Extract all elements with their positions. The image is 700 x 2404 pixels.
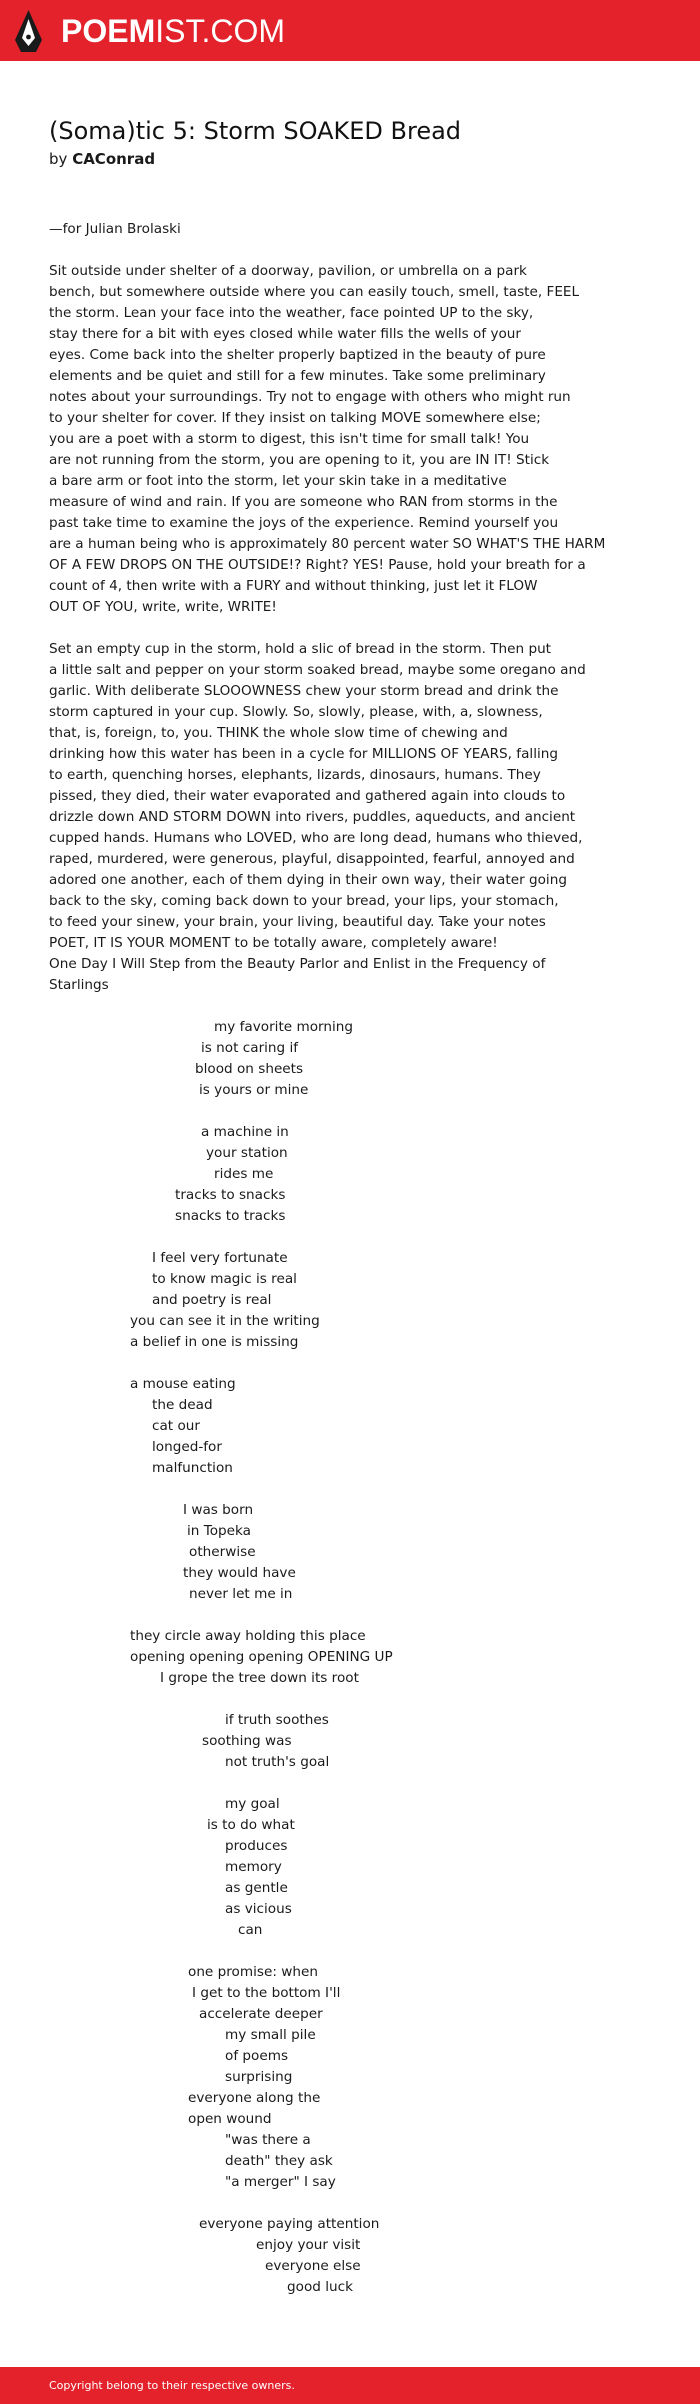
- poem-line: Set an empty cup in the storm, hold a slic of bread in the storm. Then put: [49, 641, 552, 657]
- poem-line: surprising: [225, 2069, 293, 2085]
- poem-line: is not caring if: [201, 1040, 299, 1056]
- poem-line: OF A FEW DROPS ON THE OUTSIDE!? Right? YES! Pause, hold your breath for a: [49, 557, 586, 573]
- stanza-break: [49, 240, 669, 261]
- poem-line: I get to the bottom I'll: [192, 1985, 341, 2001]
- poem-line: is to do what: [207, 1817, 295, 1833]
- poem-line: if truth soothes: [225, 1712, 329, 1728]
- stanza-break: [49, 1227, 669, 1248]
- poem-line: adored one another, each of them dying in their own way, their water going: [49, 872, 567, 888]
- poem-line: raped, murdered, were generous, playful, disappointed, fearful, annoyed and: [49, 851, 575, 867]
- poem-line: that, is, foreign, to, you. THINK the whole slow time of chewing and: [49, 725, 508, 741]
- poem-line: OUT OF YOU, write, write, WRITE!: [49, 599, 277, 615]
- poem-line: otherwise: [189, 1544, 256, 1560]
- poem-line: my small pile: [225, 2027, 316, 2043]
- stanza-break: [49, 1605, 669, 1626]
- poem-line: is yours or mine: [199, 1082, 309, 1098]
- poem-line: a belief in one is missing: [130, 1334, 299, 1350]
- poem-line: stay there for a bit with eyes closed while water fills the wells of your: [49, 326, 522, 342]
- poem-line: enjoy your visit: [256, 2237, 361, 2253]
- poem-line: everyone paying attention: [199, 2216, 380, 2232]
- stanza-break: [49, 996, 669, 1017]
- poem-line: not truth's goal: [225, 1754, 330, 1770]
- poem-line: One Day I Will Step from the Beauty Parlor and Enlist in the Frequency of: [49, 956, 546, 972]
- poem-line: past take time to examine the joys of the experience. Remind yourself you: [49, 515, 559, 531]
- poem-line: everyone along the: [188, 2090, 321, 2106]
- logo-bold: POEM: [61, 13, 156, 49]
- poem-line: you are a poet with a storm to digest, this isn't time for small talk! You: [49, 431, 530, 447]
- poem-line: I grope the tree down its root: [160, 1670, 359, 1686]
- poem-line: in Topeka: [187, 1523, 251, 1539]
- poem-title: (Soma)tic 5: Storm SOAKED Bread: [49, 117, 462, 145]
- poem-line: accelerate deeper: [199, 2006, 323, 2022]
- poem-line: a bare arm or foot into the storm, let your skin take in a meditative: [49, 473, 507, 489]
- byline: [49, 149, 155, 169]
- poem-line: they would have: [183, 1565, 296, 1581]
- site-logo[interactable]: [61, 13, 285, 49]
- stanza-break: [49, 1479, 669, 1500]
- poem-line: blood on sheets: [195, 1061, 304, 1077]
- copyright-notice: Copyright belong to their respective owners.: [49, 2379, 295, 2392]
- poem-line: one promise: when: [188, 1964, 318, 1980]
- poem-line: Starlings: [49, 977, 109, 993]
- poem-line: as vicious: [225, 1901, 292, 1917]
- poem-line: POET, IT IS YOUR MOMENT to be totally aware, completely aware!: [49, 935, 498, 951]
- poem-line: open wound: [188, 2111, 272, 2127]
- poem-line: my goal: [225, 1796, 280, 1812]
- poem-line: pissed, they died, their water evaporated and gathered again into clouds to: [49, 788, 566, 804]
- poem-line: storm captured in your cup. Slowly. So, slowly, please, with, a, slowness,: [49, 704, 543, 720]
- poem-line: tracks to snacks: [175, 1187, 286, 1203]
- poem-line: good luck: [287, 2279, 353, 2295]
- poem-line: bench, but somewhere outside where you can easily touch, smell, taste, FEEL: [49, 284, 580, 300]
- poem-line: Sit outside under shelter of a doorway, pavilion, or umbrella on a park: [49, 263, 527, 279]
- poem-line: longed-for: [152, 1439, 222, 1455]
- poem-line: a little salt and pepper on your storm soaked bread, maybe some oregano and: [49, 662, 586, 678]
- poem-line: to earth, quenching horses, elephants, lizards, dinosaurs, humans. They: [49, 767, 541, 783]
- poem-line: eyes. Come back into the shelter properly baptized in the beauty of pure: [49, 347, 546, 363]
- stanza-break: [49, 618, 669, 639]
- poem-body: [49, 219, 669, 2298]
- poem-line: can: [238, 1922, 263, 1938]
- poem-line: to know magic is real: [152, 1271, 297, 1287]
- author-link[interactable]: CAConrad: [72, 150, 156, 168]
- poem-line: elements and be quiet and still for a few minutes. Take some preliminary: [49, 368, 546, 384]
- poem-line: my favorite morning: [214, 1019, 354, 1035]
- poem-line: rides me: [214, 1166, 274, 1182]
- poem-line: malfunction: [152, 1460, 233, 1476]
- poem-line: everyone else: [265, 2258, 361, 2274]
- poem-line: the dead: [152, 1397, 213, 1413]
- poem-line: —for Julian Brolaski: [49, 221, 181, 237]
- poem-line: and poetry is real: [152, 1292, 272, 1308]
- poem-line: are not running from the storm, you are opening to it, you are IN IT! Stick: [49, 452, 550, 468]
- poem-line: never let me in: [189, 1586, 293, 1602]
- site-header: [0, 0, 700, 61]
- poem-line: garlic. With deliberate SLOOOWNESS chew your storm bread and drink the: [49, 683, 559, 699]
- poem-line: to feed your sinew, your brain, your living, beautiful day. Take your notes: [49, 914, 546, 930]
- poem-line: memory: [225, 1859, 282, 1875]
- poem-line: I feel very fortunate: [152, 1250, 288, 1266]
- poem-line: "a merger" I say: [225, 2174, 336, 2190]
- poem-line: cat our: [152, 1418, 200, 1434]
- poem-line: of poems: [225, 2048, 289, 2064]
- stanza-break: [49, 1689, 669, 1710]
- stanza-break: [49, 1773, 669, 1794]
- poem-line: the storm. Lean your face into the weather, face pointed UP to the sky,: [49, 305, 534, 321]
- logo-light: IST.COM: [155, 13, 286, 49]
- poem-line: cupped hands. Humans who LOVED, who are long dead, humans who thieved,: [49, 830, 583, 846]
- poem-line: I was born: [183, 1502, 254, 1518]
- stanza-break: [49, 2193, 669, 2214]
- poem-line: a machine in: [201, 1124, 289, 1140]
- poem-line: your station: [206, 1145, 288, 1161]
- poem-line: produces: [225, 1838, 288, 1854]
- poem-line: notes about your surroundings. Try not to engage with others who might run: [49, 389, 571, 405]
- poem-line: drinking how this water has been in a cycle for MILLIONS OF YEARS, falling: [49, 746, 558, 762]
- poem-line: "was there a: [225, 2132, 311, 2148]
- by-label: by: [49, 150, 68, 168]
- stanza-break: [49, 1101, 669, 1122]
- poem-line: drizzle down AND STORM DOWN into rivers, puddles, aqueducts, and ancient: [49, 809, 576, 825]
- site-footer: [0, 2367, 700, 2404]
- poem-line: back to the sky, coming back down to your bread, your lips, your stomach,: [49, 893, 559, 909]
- poem-line: you can see it in the writing: [130, 1313, 320, 1329]
- stanza-break: [49, 1941, 669, 1962]
- stanza-break: [49, 1353, 669, 1374]
- poem-line: soothing was: [202, 1733, 292, 1749]
- poem-line: as gentle: [225, 1880, 288, 1896]
- poem-line: are a human being who is approximately 80 percent water SO WHAT'S THE HARM: [49, 536, 606, 552]
- poem-line: death" they ask: [225, 2153, 333, 2169]
- poem-line: to your shelter for cover. If they insist on talking MOVE somewhere else;: [49, 410, 541, 426]
- poem-line: they circle away holding this place: [130, 1628, 366, 1644]
- poem-line: a mouse eating: [130, 1376, 236, 1392]
- pen-nib-icon[interactable]: [15, 10, 42, 52]
- poem-line: count of 4, then write with a FURY and without thinking, just let it FLOW: [49, 578, 538, 594]
- poem-line: opening opening opening OPENING UP: [130, 1649, 393, 1665]
- poem-line: measure of wind and rain. If you are someone who RAN from storms in the: [49, 494, 558, 510]
- poem-line: snacks to tracks: [175, 1208, 286, 1224]
